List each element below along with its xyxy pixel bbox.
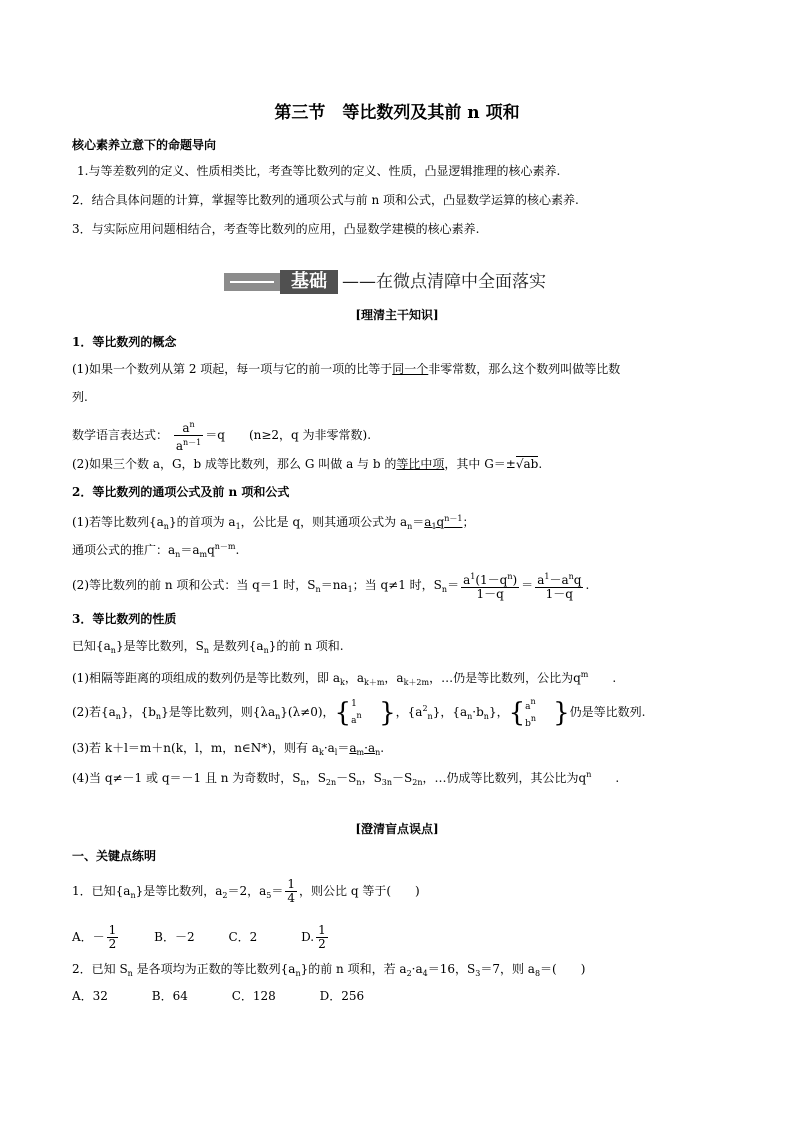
property-1: (1)相隔等距离的项组成的数列仍是等比数列，即 $a_k$，$a_{k+m}$，$a_{k+2m}$，…仍是等比数列，公比为$q^m$ .	[72, 670, 617, 687]
orientation-item-1: 1.与等差数列的定义、性质相类比，考查等比数列的定义、性质，凸显逻辑推理的核心素养.	[77, 164, 561, 178]
sum-fraction-2: $\frac{a^1-a^nq}{1-q}$	[537, 572, 582, 601]
orientation-item-2: 2．结合具体问题的计算，掌握等比数列的通项公式与前 n 项和公式，凸显数学运算的核心素养.	[72, 193, 579, 207]
property-2: (2)若$\{a_n\}$，$\{b_n\}$是等比数列，则$\{\lambda a_n\}(\lambda\ne 0)$，{1 an }，$\{a^2_n\}$，$\{a_n\cdot b_n\}$，{an bn }仍是等比数列.	[72, 696, 646, 729]
quotient-sequence: an bn	[525, 696, 537, 729]
property-4: (4)当 q≠－1 或 q＝－1 且 n 为奇数时，$S_n$，$S_{2n}-S_n$，$S_{3n}-S_{2n}$，…仍成等比数列，其公比为$q^n$ .	[72, 770, 620, 787]
property-3: (3)若 k＋l＝m＋n(k，l，m，n∈N*)，则有 $a_k\cdot a_l=a_m\cdot a_n$.	[72, 741, 385, 757]
banner-text: ——在微点清障中全面落实	[342, 272, 546, 292]
section-banner	[224, 270, 564, 294]
sum-formula: (2)等比数列的前 n 项和公式：当 q＝1 时，$S_n=na_1$；当 q≠1 时，$S_n=$ $\frac{a^1(1-q^n)}{1-q}$ ＝ $\frac{a^1-a^nq}{1-q}$ .	[72, 572, 590, 601]
property-title: 3．等比数列的性质	[72, 612, 177, 626]
option-b[interactable]: B．64	[151, 989, 188, 1003]
reciprocal-sequence: 1 an	[351, 698, 362, 726]
section2-subheading: 一、关键点练明	[72, 849, 157, 863]
orientation-item-3: 3．与实际应用问题相结合，考查等比数列的应用，凸显数学建模的核心素养.	[72, 222, 480, 236]
general-term-formula: (1)若等比数列$\{a_n\}$的首项为 $a_1$，公比是 q，则其通项公式为 $a_n=a_1q^{n-1}$；	[72, 514, 475, 531]
orientation-heading: 核心素养立意下的命题导向	[72, 138, 217, 152]
option-d[interactable]: D．256	[319, 989, 365, 1003]
question-1: 1．已知$\{a_n\}$是等比数列，$a_2=2$，$a_5=$ $\frac{1}{4}$ ，则公比 q 等于( )	[72, 877, 420, 905]
page-title: 第三节 等比数列及其前 n 项和	[274, 103, 520, 123]
sum-fraction-1: $\frac{a^1(1-q^n)}{1-q}$	[463, 572, 518, 601]
concept-para-1: (1)如果一个数列从第 2 项起，每一项与它的前一项的比等于同一个非零常数，那么这个数列叫做等比数	[72, 362, 621, 376]
property-intro: 已知$\{a_n\}$是等比数列，$S_n$ 是数列$\{a_n\}$的前 n 项和.	[72, 639, 344, 655]
option-a[interactable]: A．－ $\frac{1}{2}$	[72, 923, 117, 951]
section1-heading: [理清主干知识]	[355, 308, 439, 322]
option-c[interactable]: C．128	[231, 989, 276, 1003]
option-d[interactable]: D. $\frac{1}{2}$	[301, 923, 326, 951]
definition-expression: 数学语言表达式： $\frac{a^n}{a^{n-1}}$ ＝q (n≥2，q 为非零常数).	[72, 420, 372, 453]
section2-heading: [澄清盲点误点]	[355, 822, 439, 836]
ratio-fraction: $\frac{a^n}{a^{n-1}}$	[175, 420, 202, 453]
question-2-options	[72, 988, 364, 1004]
banner-label: 基础	[280, 270, 338, 294]
geometric-mean-para: (2)如果三个数 a，G，b 成等比数列，那么 G 叫做 a 与 b 的等比中项，其中 G＝±√ab.	[72, 457, 543, 471]
option-b[interactable]: B．－2	[154, 930, 195, 944]
formula-title: 2．等比数列的通项公式及前 n 项和公式	[72, 485, 290, 499]
option-a[interactable]: A．32	[72, 989, 108, 1003]
banner-decoration	[224, 273, 280, 291]
general-term-extension: 通项公式的推广：$a_n=a_mq^{n-m}$.	[72, 542, 240, 559]
concept-title: 1．等比数列的概念	[72, 335, 177, 349]
question-1-options	[72, 922, 330, 952]
option-c[interactable]: C．2	[228, 930, 258, 944]
concept-para-1-cont: 列.	[72, 390, 88, 404]
question-2: 2．已知 $S_n$ 是各项均为正数的等比数列$\{a_n\}$的前 n 项和，若 $a_2\cdot a_4=16$，$S_3=7$，则 $a_8=$( )	[72, 962, 586, 978]
